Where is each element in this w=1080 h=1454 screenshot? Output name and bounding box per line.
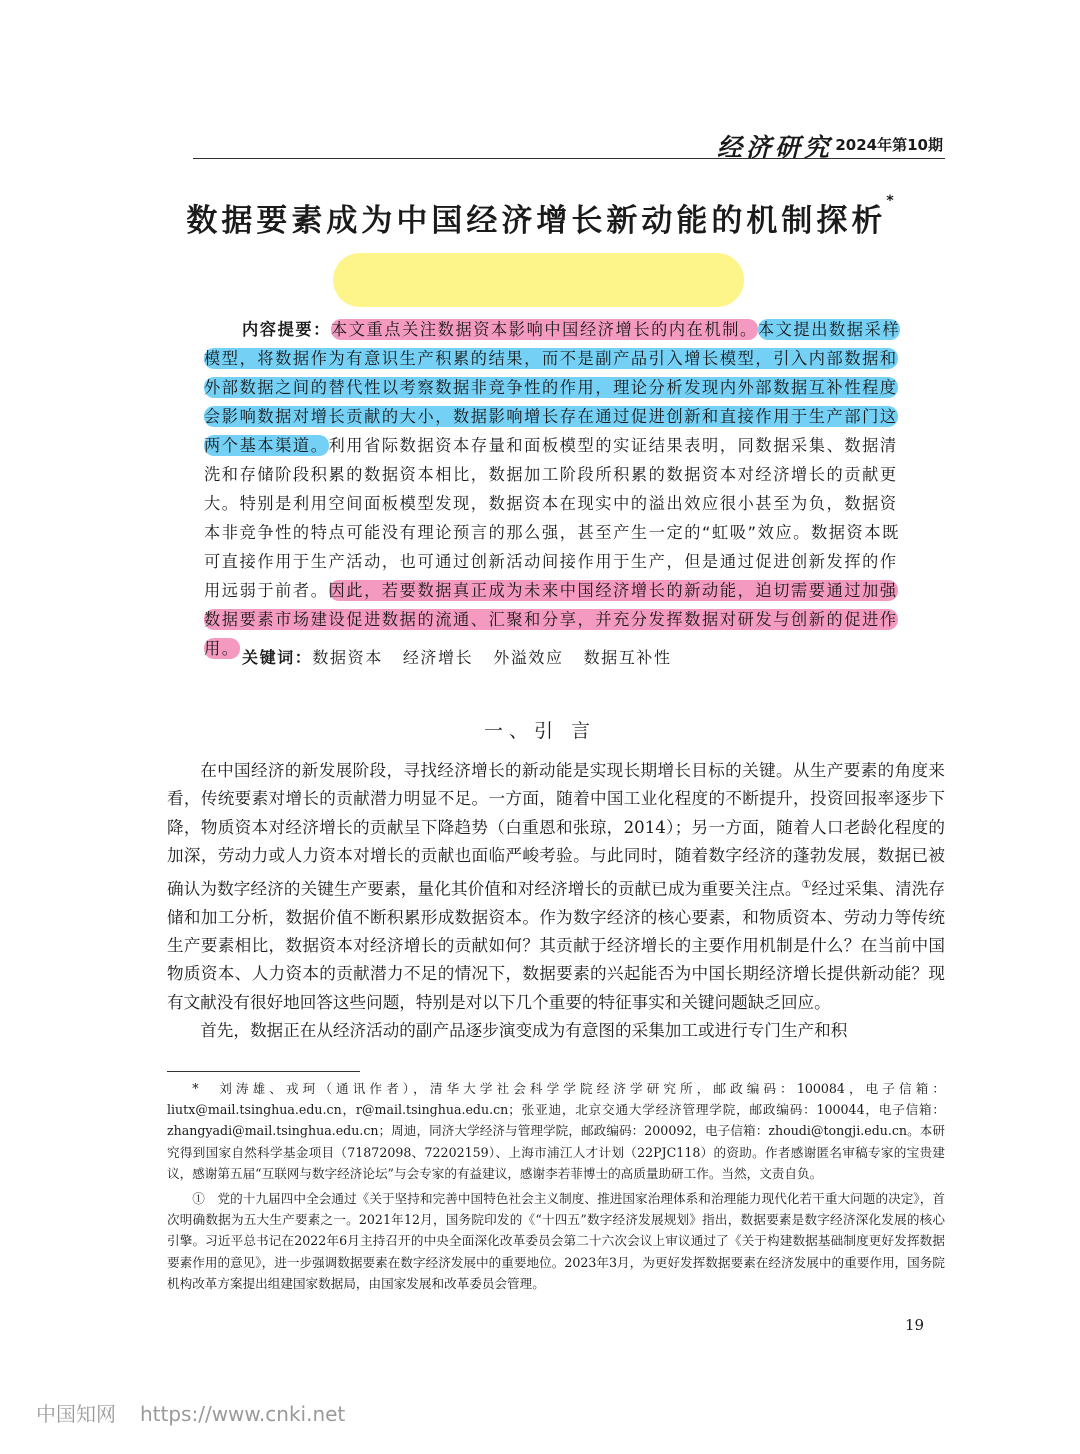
- page-number: 19: [905, 1316, 925, 1334]
- abstract-highlight-blue: 本文提出数据采样模型，将数据作为有意识生产积累的结果，而不是副产品引入增长模型，引入内部数据和外部数据之间的替代性以考察数据非竞争性的作用，理论分析发现内外部数据互补性程度会影响数据对增长贡献的大小，数据影响增长存在通过促进创新和直接作用于生产部门这两个基本渠道。: [204, 320, 901, 455]
- issue-label: 2024年第10期: [835, 136, 943, 154]
- keywords-label: 关键词：: [242, 648, 313, 667]
- cnki-watermark: [36, 1398, 345, 1427]
- article-title-text: 数据要素成为中国经济增长新动能的机制探析: [186, 203, 887, 239]
- paragraph: 首先，数据正在从经济活动的副产品逐步演变成为有意图的采集加工或进行专门生产和积: [200, 1021, 848, 1041]
- footnotes: [167, 1078, 945, 1298]
- footnote-divider: [167, 1071, 360, 1072]
- abstract: [204, 315, 910, 663]
- keyword: 外溢效应: [493, 648, 564, 667]
- footnote-1: ① 党的十九届四中全会通过《关于坚持和完善中国特色社会主义制度、推进国家治理体系和治理能力现代化若干重大问题的决定》，首次明确数据为五大生产要素之一。2021年12月，国务院印发的《“十四五”数字经济发展规划》指出，数据要素是数字经济深化发展的核心引擎。习近平总书记在2022年6月主持召开的中央全面深化改革委员会第二十六次会议上审议通过了《关于构建数据基础制度更好发挥数据要素作用的意见》，进一步强调数据要素在数字经济发展中的重要地位。2023年3月，为更好发挥数据要素在经济发展中的重要作用，国务院机构改革方案提出组建国家数据局，由国家发展和改革委员会管理。: [167, 1191, 945, 1291]
- footnote-ref[interactable]: ①: [801, 877, 812, 891]
- abstract-highlight-pink-1: 本文重点关注数据资本影响中国经济增长的内在机制。: [330, 320, 758, 339]
- paragraph: 在中国经济的新发展阶段，寻找经济增长的新动能是实现长期增长目标的关键。从生产要素的角度来看，传统要素对增长的贡献潜力明显不足。一方面，随着中国工业化程度的不断提升，投资回报率逐步下降，物质资本对经济增长的贡献呈下降趋势（白重恩和张琼，2014）；另一方面，随着人口老龄化程度的加深，劳动力或人力资本对增长的贡献也面临严峻考验。与此同时，随着数字经济的蓬勃发展，数据已被确认为数字经济的关键生产要素，量化其价值和对经济增长的贡献已成为重要关注点。①经过采集、清洗存储和加工分析，数据价值不断积累形成数据资本。作为数字经济的核心要素，和物质资本、劳动力等传统生产要素相比，数据资本对经济增长的贡献如何？其贡献于经济增长的主要作用机制是什么？在当前中国物质资本、人力资本的贡献潜力不足的情况下，数据要素的兴起能否为中国长期经济增长提供新动能？现有文献没有很好地回答这些问题，特别是对以下几个重要的特征事实和关键问题缺乏回应。: [167, 761, 945, 1012]
- keyword: 数据资本: [312, 648, 383, 667]
- article-title: [0, 195, 1080, 240]
- body-text: [167, 757, 945, 1046]
- abstract-label: 内容提要：: [242, 320, 331, 339]
- author-redaction: [333, 253, 744, 307]
- keywords: [242, 645, 692, 668]
- running-header: [193, 128, 945, 162]
- watermark-brand: 中国知网: [36, 1402, 116, 1426]
- abstract-text: 利用省际数据资本存量和面板模型的实证结果表明，同数据采集、数据清洗和存储阶段积累的数据资本相比，数据加工阶段所积累的数据资本对经济增长的贡献更大。特别是利用空间面板模型发现，数据资本在现实中的溢出效应很小甚至为负，数据资本非竞争性的特点可能没有理论预言的那么强，甚至产生一定的“虹吸”效应。数据资本既可直接作用于生产活动，也可通过创新活动间接作用于生产，但是通过促进创新发挥的作用远弱于前者。: [204, 436, 900, 600]
- keyword: 经济增长: [402, 648, 474, 667]
- watermark-url[interactable]: https://www.cnki.net: [140, 1402, 346, 1426]
- title-footnote-mark: *: [886, 193, 894, 209]
- abstract-highlight-pink-2: 因此，若要数据真正成为未来中国经济增长的新动能，迫切需要通过加强数据要素市场建设促进数据的流通、汇聚和分享，并充分发挥数据对研发与创新的促进作用。: [204, 581, 898, 658]
- journal-logo: 经济研究: [716, 133, 833, 162]
- keyword: 数据互补性: [583, 648, 672, 667]
- section-heading: 一、引 言: [483, 720, 597, 742]
- footnote-author: * 刘涛雄、戎珂（通讯作者），清华大学社会科学学院经济学研究所，邮政编码：100084，电子信箱：liutx@mail.tsinghua.edu.cn，r@mail.tsinghua.edu.cn；张亚迪，北京交通大学经济管理学院，邮政编码：100044，电子信箱：zhangyadi@mail.tsinghua.edu.cn；周迪，同济大学经济与管理学院，邮政编码：200092，电子信箱：zhoudi@tongji.edu.cn。本研究得到国家自然科学基金项目（71872098、72202159）、上海市浦江人才计划（22PJC118）的资助。作者感谢匿名审稿专家的宝贵建议，感谢第五届“互联网与数字经济论坛”与会专家的有益建议，感谢李若菲博士的高质量助研工作。当然，文责自负。: [167, 1081, 945, 1181]
